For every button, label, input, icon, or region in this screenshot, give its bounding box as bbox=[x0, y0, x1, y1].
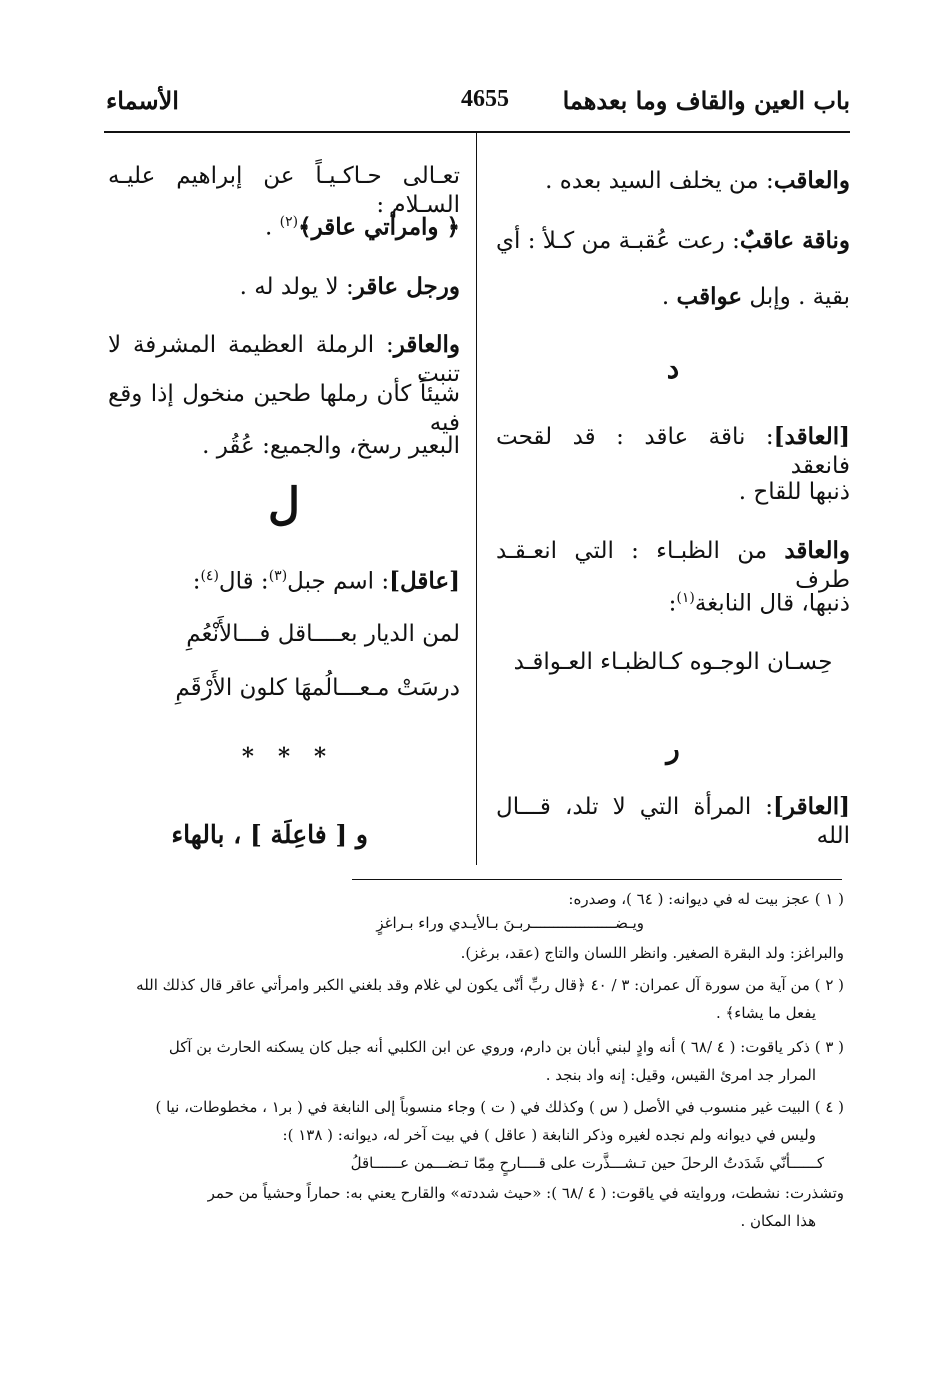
footnote-4-note: وتشذرت: نشطت، وروايته في ياقوت: ( ٤ /٦٨ ): «حيث شددته» والقارح يعني به: حماراً وحشياً من حمر bbox=[207, 1184, 844, 1202]
entry-aqil bbox=[108, 562, 460, 597]
entry-aqib bbox=[496, 166, 850, 196]
verse-line: درسَتْ مـعـــالُمهَا كلون الأَرْقَمِ bbox=[175, 675, 460, 701]
entry-text: : قال bbox=[218, 568, 269, 595]
entry-aqid-zibaa-line2 bbox=[496, 584, 850, 619]
entry-text: من الظبـاء : التي انعـقـد طرف bbox=[496, 538, 850, 593]
footnote-2-cont: يفعل ما يشاء﴾ . bbox=[715, 1004, 816, 1022]
letter-heading-lam: ل bbox=[268, 479, 300, 530]
entry-aqid-line2: ذنبها للقاح . bbox=[738, 479, 850, 505]
quran-intro: تعـالى حـاكـيـاً عن إبراهيم عليـه السـلام : bbox=[108, 163, 460, 218]
entry-text: بقية . وإبل bbox=[742, 284, 850, 310]
entry-al-aqir-line3: البعير رسخ، والجميع: عُقُر . bbox=[202, 433, 460, 459]
footnote-1: ( ١ ) عجز بيت له في ديوانه: ( ٦٤ )، وصدره: bbox=[568, 890, 844, 908]
entry-term: [العاقد] bbox=[773, 423, 850, 450]
entry-text: : رعت عُقبـة من كـلأ : أي bbox=[496, 228, 740, 254]
entry-text: : ناقة عاقد : قد لقحت فانعقد bbox=[496, 424, 850, 479]
entry-term: وناقة عاقبٌ bbox=[739, 227, 850, 254]
entry-text: ذنبها، قال النابغة bbox=[694, 590, 850, 617]
entry-rajul-aqir bbox=[108, 272, 460, 302]
entry-text: : من يخلف السيد بعده . bbox=[545, 168, 774, 194]
entry-text: : اسم جبل bbox=[287, 568, 390, 595]
footnote-1-note: والبراغز: ولد البقرة الصغير. وانظر اللسان والتاج (عقد، برغز). bbox=[460, 944, 844, 962]
entry-text: : المرأة التي لا تلد، قـــال الله bbox=[496, 794, 850, 849]
entry-term: ورجل عاقر bbox=[353, 273, 460, 300]
footnote-ref: (٣) bbox=[268, 568, 288, 584]
entry-term: والعاقب bbox=[773, 167, 850, 194]
footnote-ref: (١) bbox=[676, 590, 695, 606]
entry-term: عواقب bbox=[676, 283, 743, 310]
footnote-rule bbox=[352, 879, 842, 880]
entry-naqa-aqib-line2 bbox=[496, 282, 850, 312]
section-divider-stars: * * * bbox=[241, 743, 327, 770]
entry-term: [العاقر] bbox=[773, 793, 850, 820]
chapter-title: باب العين والقاف وما بعدهما bbox=[562, 86, 850, 115]
footnote-ref: (٤) bbox=[200, 568, 219, 584]
entry-text: : الرملة العظيمة المشرفة لا تنبت bbox=[108, 332, 460, 387]
footnote-2: ( ٢ ) من آية من سورة آل عمران: ٣ / ٤٠ ﴿قال ربِّ أنّى يكون لي غلام وقد بلغني الكبر وامرأتي عاقر قال كذلك الله bbox=[136, 976, 844, 994]
entry-aqir bbox=[496, 792, 850, 851]
letter-heading-dal: د bbox=[666, 352, 680, 385]
letter-heading-ra: ر bbox=[666, 732, 680, 765]
entry-text: : لا يولد له . bbox=[239, 274, 354, 300]
entry-naqa-aqib bbox=[496, 226, 850, 256]
verse-line: لمن الديار بعــــاقل فـــالأَنْعُمِ bbox=[186, 621, 460, 647]
section-title: الأسماء bbox=[106, 86, 179, 115]
entry-term: والعاقد bbox=[784, 537, 850, 564]
footnote-1-verse: ويـضـــــــــــــــــــربـنَ بـالأيـدي وراء بـراغزٍ bbox=[376, 914, 644, 932]
footnote-4-cont: وليس في ديوانه ولم نجده لغيره وذكر النابغة ( عاقل ) في بيت آخر له، ديوانه: ( ١٣٨ ): bbox=[282, 1126, 816, 1144]
footnote-3-cont: المرار جد امرئ القيس، وقيل: إنه واد بنجد . bbox=[545, 1066, 816, 1084]
footnote-4-verse: كــــــأنّي شَدَدتُ الرحلَ حين تـشـــذَّرت على قــــارحٍ مِمّا تـضـــمن عــــــاقلُ bbox=[350, 1154, 824, 1172]
entry-text: : bbox=[192, 568, 201, 595]
header-rule bbox=[104, 131, 850, 133]
entry-text: . bbox=[265, 214, 280, 241]
footnote-ref: (٢) bbox=[279, 214, 299, 230]
entry-text: : bbox=[668, 590, 677, 617]
entry-text: . bbox=[661, 284, 677, 310]
page-number: 4655 bbox=[461, 86, 509, 112]
footnote-4: ( ٤ ) البيت غير منسوب في الأصل ( س ) وكذلك في ( ت ) وجاء منسوباً إلى النابغة في ( بر١ ، مخطوطات، نيا ) bbox=[155, 1098, 844, 1116]
entry-term: [عاقل] bbox=[389, 567, 460, 595]
verse-line: حِسـان الوجـوه كـالظبـاء العـواقـد bbox=[513, 649, 833, 675]
column-separator bbox=[476, 131, 477, 865]
footnote-4-note-cont: هذا المكان . bbox=[740, 1212, 816, 1230]
section-heading-faila: و [ فاعِلَة ] ، بالهاء bbox=[171, 820, 368, 849]
quran-text: ﴿ وامرأتي عاقر﴾ bbox=[298, 213, 460, 241]
entry-al-aqir-line2: شيئاً كأن رملها طحين منخول إذا وقع فيه bbox=[108, 381, 460, 436]
entry-aqid bbox=[496, 422, 850, 481]
footnote-3: ( ٣ ) ذكر ياقوت: ( ٤ /٦٨ ) أنه وادٍ لبني أبان بن دارم، وروي عن ابن الكلبي أنه جبل كان يسكنه الحارث بن آكل bbox=[168, 1038, 844, 1056]
entry-term: والعاقر bbox=[393, 331, 460, 358]
quran-quote bbox=[108, 208, 460, 243]
